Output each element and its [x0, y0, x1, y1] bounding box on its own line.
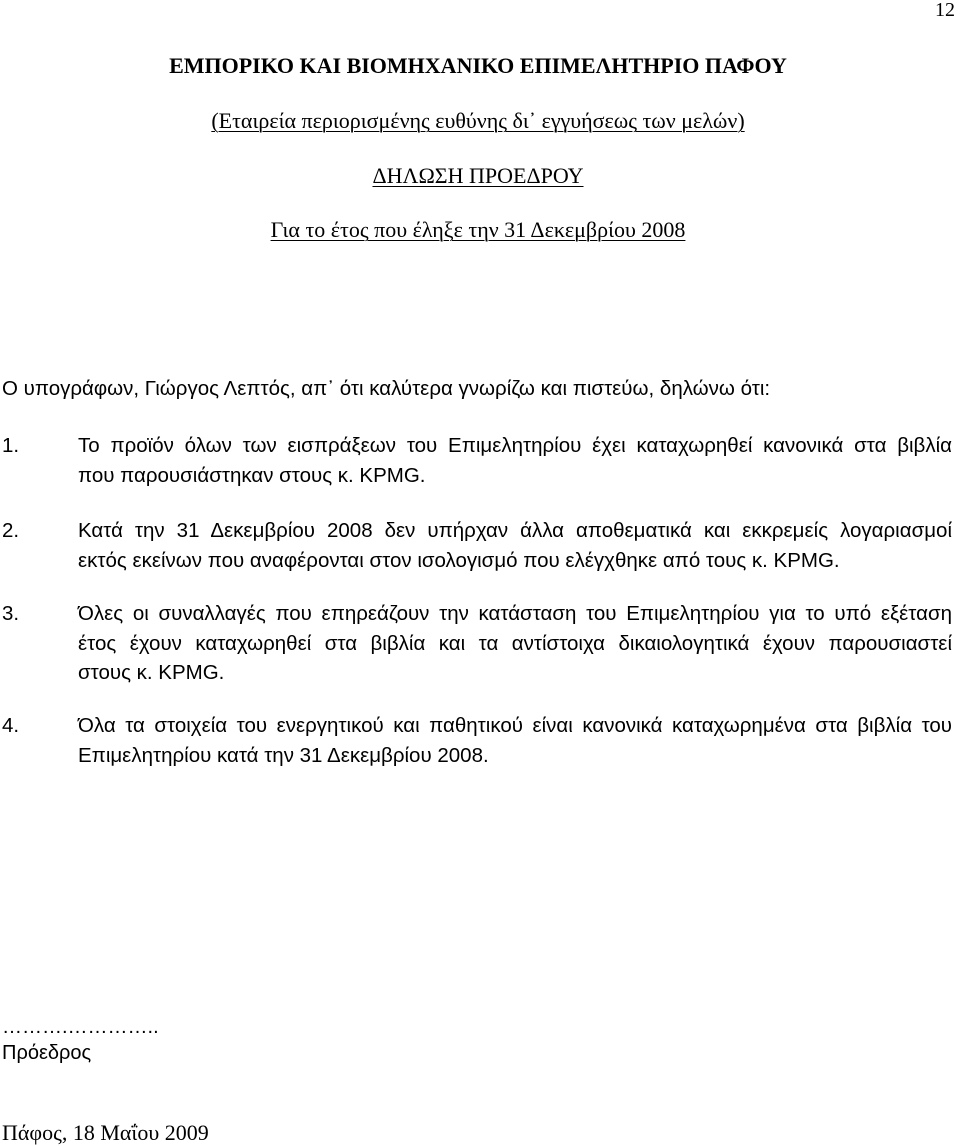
item-text	[78, 599, 952, 688]
document-title-line	[0, 161, 956, 191]
item-number: 1.	[2, 434, 20, 457]
period-line	[0, 215, 956, 245]
organization-title: ΕΜΠΟΡΙΚΟ ΚΑΙ ΒΙΟΜΗΧΑΝΙΚΟ ΕΠΙΜΕΛΗΤΗΡΙΟ ΠΑΦΟΥ	[169, 53, 787, 78]
item-line: Κατά την 31 Δεκεμβρίου 2008 δεν υπήρχαν άλλα αποθεματικά και εκκρεμείς λογαριασμοί	[78, 519, 952, 542]
place-and-date: Πάφος, 18 Μαΐου 2009	[2, 1120, 209, 1145]
item-line: Όλες οι συναλλαγές που επηρεάζουν την κατάσταση του Επιμελητηρίου για το υπό εξέταση	[78, 602, 952, 625]
item-line: εκτός εκείνων που αναφέρονται στον ισολογισμό που ελέγχθηκε από τους κ. KPMG.	[78, 548, 840, 572]
item-line: που παρουσιάστηκαν στους κ. KPMG.	[78, 463, 426, 487]
item-text	[78, 711, 952, 770]
document-title: ΔΗΛΩΣΗ ΠΡΟΕΔΡΟΥ	[372, 163, 584, 188]
signature-line: ……….…………..	[2, 1016, 159, 1038]
company-subtitle: (Εταιρεία περιορισμένης ευθύνης δι᾽ εγγυήσεως των μελών)	[211, 108, 745, 133]
item-line: Επιμελητηρίου κατά την 31 Δεκεμβρίου 2008.	[78, 743, 489, 767]
item-text	[78, 516, 952, 575]
item-text	[78, 431, 952, 490]
item-line: έτος έχουν καταχωρηθεί στα βιβλία και τα αντίστοιχα δικαιολογητικά έχουν παρουσιαστεί	[78, 631, 952, 655]
page-number: 12	[935, 0, 955, 21]
declaration-intro: Ο υπογράφων, Γιώργος Λεπτός, απ᾽ ότι καλύτερα γνωρίζω και πιστεύω, δηλώνω ότι:	[2, 377, 771, 400]
subtitle-line	[0, 106, 956, 136]
item-line: Το προϊόν όλων των εισπράξεων του Επιμελητηρίου έχει καταχωρηθεί κανονικά στα βιβλία	[78, 434, 952, 457]
reporting-period: Για το έτος που έληξε την 31 Δεκεμβρίου 2008	[270, 217, 686, 242]
item-line: Όλα τα στοιχεία του ενεργητικού και παθητικού είναι κανονικά καταχωρημένα στα βιβλία του	[78, 714, 952, 737]
signatory-title: Πρόεδρος	[2, 1042, 92, 1064]
item-number: 4.	[2, 714, 20, 737]
item-line: στους κ. KPMG.	[78, 661, 225, 684]
item-number: 3.	[2, 602, 20, 625]
item-number: 2.	[2, 519, 20, 542]
